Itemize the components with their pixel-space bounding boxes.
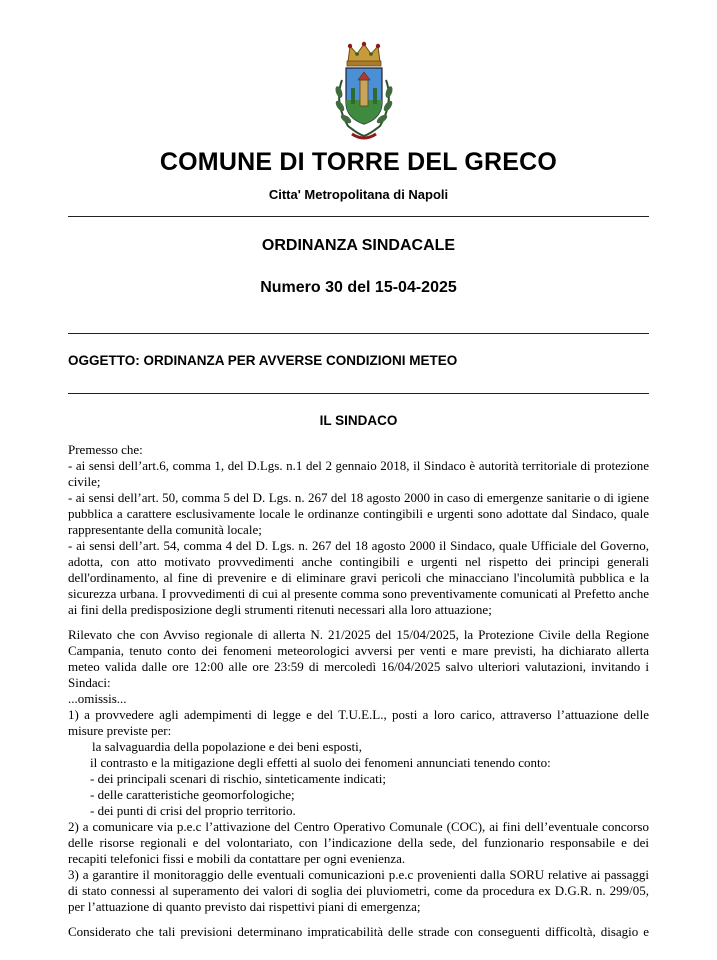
divider-3 [68,393,649,394]
ordinance-subject: OGGETTO: ORDINANZA PER AVVERSE CONDIZIONI METEO [68,353,458,368]
body-line: per l’attuazione di quanto previsto dai rispettivi piani di emergenza; [68,899,421,914]
body-line: - ai sensi dell’art. 50, comma 5 del D. Lgs. n. 267 del 18 agosto 2000 in caso di emergenze sanitarie o di igiene [68,490,649,505]
body-line: rappresentante della comunità locale; [68,522,262,537]
body-line: ai fini della predisposizione degli strumenti ritenuti necessari alla loro attuazione; [68,602,492,617]
body-line: - ai sensi dell’art.6, comma 1, del D.Lgs. n.1 del 2 gennaio 2018, il Sindaco è autorità territoriale di protezione [68,458,649,473]
municipality-subtitle: Citta' Metropolitana di Napoli [268,187,449,202]
body-line: dell'ordinamento, al fine di prevenire e di eliminare gravi pericoli che minacciano l'incolumità pubblica e la [68,570,649,585]
divider-1 [68,216,649,217]
municipality-title: COMUNE DI TORRE DEL GRECO [159,148,558,176]
body-line: - dei principali scenari di rischio, sinteticamente indicati; [90,771,387,786]
body-line: 2) a comunicare via p.e.c l’attivazione del Centro Operativo Comunale (COC), ai fini dell’eventuale concorso [68,819,649,834]
body-line: Sindaci: [68,675,111,690]
issuer-heading: IL SINDACO [319,413,398,428]
body-line: adotta, con atto motivato provvedimenti anche contingibili e urgenti nel rispetto dei principi generali [68,554,649,569]
ordinance-type: ORDINANZA SINDACALE [261,237,456,254]
body-line: Considerato che tali previsioni determinano impraticabilità delle strade con conseguenti difficoltà, disagio e [68,924,649,939]
body-line: la salvaguardia della popolazione e dei beni esposti, [92,739,363,754]
body-line: delle risorse regionali e del volontariato, con l’indicazione della sede, del funzionario responsabile e dei [68,835,649,850]
ordinance-number: Numero 30 del 15-04-2025 [260,279,457,296]
body-line: - ai sensi dell’art. 54, comma 4 del D. Lgs. n. 267 del 18 agosto 2000 il Sindaco, quale Ufficiale del Governo, [68,538,649,553]
body-line: Campania, tenuto conto dei fenomeni meteorologici avversi per venti e mare previsti, ha dichiarato allerta [68,643,649,658]
body-line: pubblica a carattere esclusivamente locale le ordinanze contingibili e urgenti sono adottate dal Sindaco, quale [68,506,649,521]
body-line: 1) a provvedere agli adempimenti di legge e del T.U.E.L., posti a loro carico, attraverso l’attuazione delle [68,707,649,722]
divider-2 [68,333,649,334]
body-line: Premesso che: [68,442,143,457]
body-line: - dei punti di crisi del proprio territorio. [90,803,296,818]
body-line: 3) a garantire il monitoraggio delle eventuali comunicazioni p.e.c provenienti dalla SORU relative ai passaggi [68,867,649,882]
body-line: recapiti telefonici fissi e mobili da contattare per ogni evenienza. [68,851,406,866]
body-line: il contrasto e la mitigazione degli effetti al suolo dei fenomeni annunciati tenendo conto: [90,755,551,770]
body-line: - delle caratteristiche geomorfologiche; [90,787,295,802]
body-line: meteo valida dalle ore 12:00 alle ore 23:59 di mercoledì 16/04/2025 salvo ulteriori valutazioni, invitando i [68,659,649,674]
body-line: di stato connessi al superamento dei valori di soglia dei pluviometri, come da procedura ex D.G.R. n. 299/05, [68,883,649,898]
body-line: sicurezza urbana. I provvedimenti di cui al presente comma sono preventivamente comunicati al Prefetto anche [68,586,649,601]
body-line: civile; [68,474,101,489]
body-line: Rilevato che con Avviso regionale di allerta N. 21/2025 del 15/04/2025, la Protezione Civile della Regione [68,627,649,642]
body-line: ...omissis... [68,691,127,706]
body-line: misure previste per: [68,723,172,738]
town-crest-icon [328,40,400,144]
